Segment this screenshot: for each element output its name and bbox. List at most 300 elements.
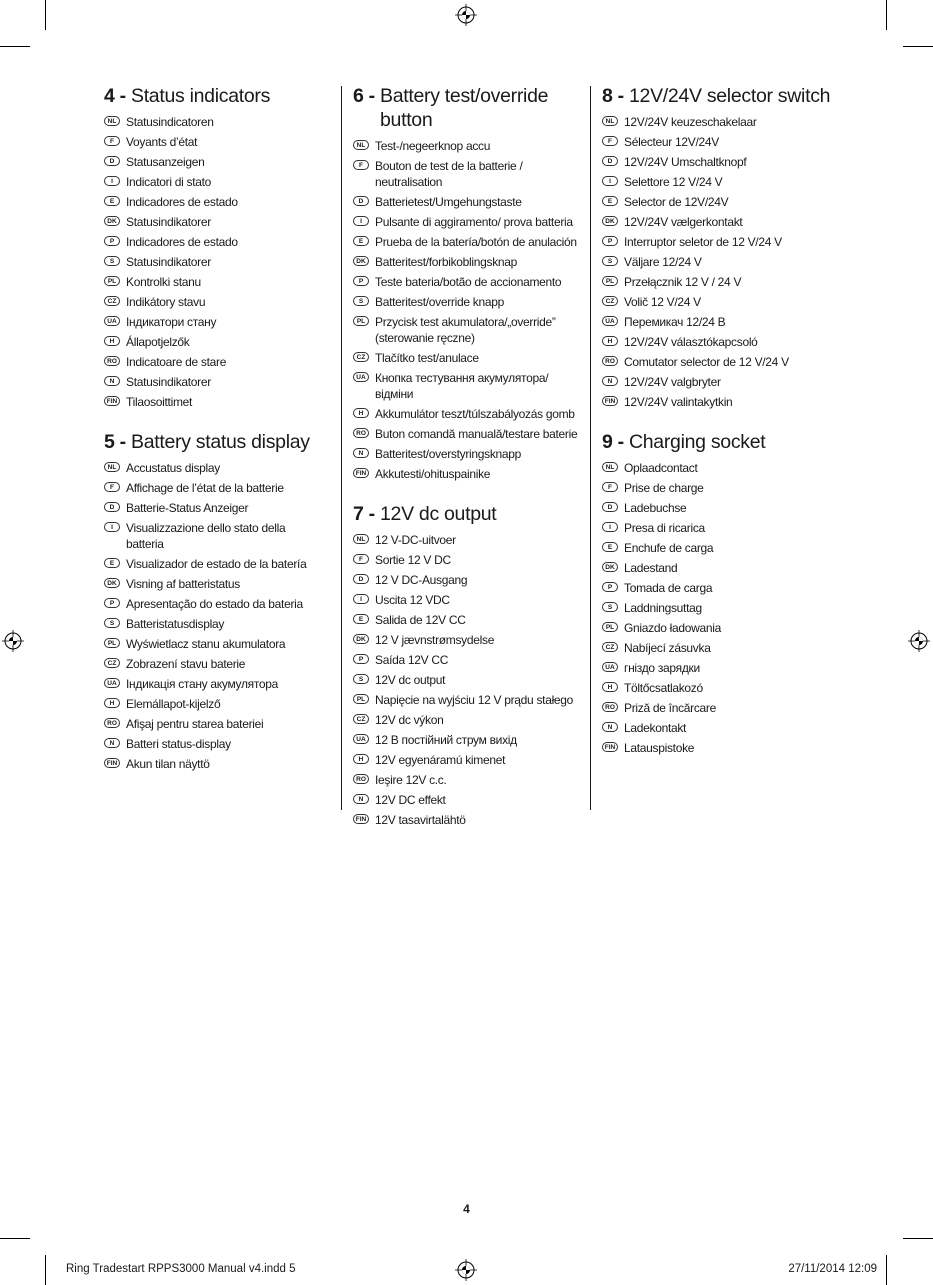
language-code-icon: S — [353, 296, 369, 306]
item-text: Affichage de l’état de la batterie — [126, 481, 284, 495]
section-heading — [602, 430, 842, 454]
item-text: Batteristatusdisplay — [126, 617, 225, 631]
item-text: Buton comandă manuală/testare baterie — [375, 427, 578, 441]
list-item — [353, 466, 583, 482]
item-text: Batteritest/forbikoblingsknap — [375, 255, 518, 269]
language-code-icon: FIN — [353, 814, 369, 824]
item-text: Napięcie na wyjściu 12 V prądu stałego — [375, 693, 574, 707]
list-item — [602, 154, 842, 170]
list-item — [353, 446, 583, 462]
item-text: Ladekontakt — [624, 721, 687, 735]
section-title: 12V dc output — [379, 503, 497, 525]
list-item — [104, 480, 324, 496]
language-code-icon: CZ — [602, 296, 618, 306]
language-code-icon: RO — [602, 356, 618, 366]
language-code-icon: P — [104, 236, 120, 246]
item-text: Oplaadcontact — [624, 461, 698, 475]
item-text: Comutator selector de 12 V/24 V — [624, 355, 789, 369]
item-text: Batteritest/override knapp — [375, 295, 504, 309]
list-item — [353, 812, 583, 828]
list-item — [104, 616, 324, 632]
list-item — [353, 274, 583, 290]
language-code-icon: S — [104, 256, 120, 266]
item-text: Перемикач 12/24 В — [624, 315, 726, 329]
list-item — [602, 114, 842, 130]
list-item — [104, 134, 324, 150]
item-text: Tilaosoittimet — [126, 395, 193, 409]
list-item — [104, 676, 324, 692]
list-item — [104, 636, 324, 652]
section — [353, 84, 583, 482]
language-code-icon: N — [602, 722, 618, 732]
list-item — [104, 716, 324, 732]
language-code-icon: D — [602, 156, 618, 166]
language-code-icon: I — [353, 216, 369, 226]
language-code-icon: DK — [353, 256, 369, 266]
list-item — [104, 294, 324, 310]
item-text: Індикатори стану — [126, 315, 217, 329]
crop-mark — [45, 0, 46, 30]
list-item — [353, 194, 583, 210]
language-code-icon: UA — [104, 316, 120, 326]
language-code-icon: FIN — [104, 758, 120, 768]
column-1 — [104, 84, 324, 776]
item-text: Ieşire 12V c.c. — [375, 773, 447, 787]
item-text: Laddningsuttag — [624, 601, 702, 615]
section-title: Battery test/override button — [379, 85, 549, 131]
language-code-icon: S — [602, 602, 618, 612]
language-code-icon: CZ — [104, 296, 120, 306]
section-title: Battery status display — [130, 431, 310, 453]
language-code-icon: NL — [602, 116, 618, 126]
list-item — [602, 334, 842, 350]
item-text: Indicatori di stato — [126, 175, 212, 189]
item-text: Salida de 12V CC — [375, 613, 466, 627]
language-code-icon: FIN — [353, 468, 369, 478]
list-item — [353, 572, 583, 588]
item-text: 12V egyenáramú kimenet — [375, 753, 506, 767]
item-text: Presa di ricarica — [624, 521, 705, 535]
language-code-icon: H — [104, 698, 120, 708]
item-text: Állapotjelzők — [126, 335, 190, 349]
item-text: Prise de charge — [624, 481, 704, 495]
language-code-icon: I — [104, 522, 120, 532]
language-code-icon: CZ — [602, 642, 618, 652]
list-item — [353, 712, 583, 728]
list-item — [104, 214, 324, 230]
item-text: Sortie 12 V DC — [375, 553, 451, 567]
column-divider — [341, 86, 342, 810]
list-item — [353, 314, 583, 346]
item-text: Töltőcsatlakozó — [624, 681, 703, 695]
language-code-icon: NL — [104, 462, 120, 472]
language-code-icon: D — [602, 502, 618, 512]
language-code-icon: S — [104, 618, 120, 628]
language-code-icon: P — [602, 236, 618, 246]
item-text: Przełącznik 12 V / 24 V — [624, 275, 742, 289]
language-code-icon: H — [104, 336, 120, 346]
language-code-icon: RO — [602, 702, 618, 712]
section-heading — [353, 84, 583, 132]
language-code-icon: PL — [104, 276, 120, 286]
item-text: Apresentação do estado da bateria — [126, 597, 303, 611]
language-code-icon: RO — [353, 428, 369, 438]
item-text: Batteri status-display — [126, 737, 231, 751]
item-text: Sélecteur 12V/24V — [624, 135, 719, 149]
list-item — [353, 214, 583, 230]
section-title: Status indicators — [130, 85, 271, 107]
language-code-icon: D — [104, 502, 120, 512]
item-text: Saída 12V CC — [375, 653, 449, 667]
section — [104, 84, 324, 410]
list-item — [602, 374, 842, 390]
list-item — [104, 314, 324, 330]
item-text: Gniazdo ładowania — [624, 621, 721, 635]
crop-mark — [45, 1255, 46, 1285]
item-text: 12V/24V keuzeschakelaar — [624, 115, 757, 129]
language-code-icon: E — [602, 542, 618, 552]
list-item — [104, 234, 324, 250]
item-text: 12 V jævnstrømsydelse — [375, 633, 495, 647]
item-text: Teste bateria/botão de accionamento — [375, 275, 562, 289]
language-code-icon: N — [353, 794, 369, 804]
language-code-icon: H — [353, 408, 369, 418]
item-text: 12V DC effekt — [375, 793, 446, 807]
item-text: Ladebuchse — [624, 501, 687, 515]
list-item — [353, 592, 583, 608]
list-item — [104, 374, 324, 390]
item-text: 12V/24V vælgerkontakt — [624, 215, 743, 229]
language-code-icon: UA — [104, 678, 120, 688]
crop-mark — [886, 0, 887, 30]
section-heading — [602, 84, 842, 108]
language-code-icon: CZ — [104, 658, 120, 668]
item-text: Statusindicatoren — [126, 115, 214, 129]
list-item — [602, 560, 842, 576]
list-item — [602, 580, 842, 596]
list-item — [104, 194, 324, 210]
item-text: Uscita 12 VDC — [375, 593, 450, 607]
item-text: Кнопка тестування акумулятора/ відміни — [375, 371, 549, 401]
list-item — [602, 254, 842, 270]
item-text: Test-/negeerknop accu — [375, 139, 491, 153]
item-text: Elemállapot-kijelző — [126, 697, 221, 711]
language-code-icon: F — [353, 554, 369, 564]
item-text: Visualizador de estado de la batería — [126, 557, 307, 571]
language-code-icon: PL — [602, 276, 618, 286]
list-item — [104, 274, 324, 290]
list-item — [104, 460, 324, 476]
registration-mark-icon — [455, 4, 477, 26]
list-item — [602, 680, 842, 696]
language-code-icon: RO — [353, 774, 369, 784]
item-text: Індикація стану акумулятора — [126, 677, 279, 691]
language-code-icon: H — [602, 682, 618, 692]
list-item — [353, 612, 583, 628]
language-code-icon: E — [602, 196, 618, 206]
language-code-icon: I — [104, 176, 120, 186]
list-item — [602, 700, 842, 716]
item-text: гніздо зарядки — [624, 661, 700, 675]
list-item — [602, 620, 842, 636]
item-text: Voyants d’état — [126, 135, 198, 149]
item-text: 12V tasavirtalähtö — [375, 813, 466, 827]
item-text: 12 V-DC-uitvoer — [375, 533, 456, 547]
language-code-icon: S — [602, 256, 618, 266]
language-code-icon: N — [602, 376, 618, 386]
list-item — [353, 234, 583, 250]
language-code-icon: P — [602, 582, 618, 592]
item-text: Indikátory stavu — [126, 295, 206, 309]
item-text: Interruptor seletor de 12 V/24 V — [624, 235, 782, 249]
item-text: Latauspistoke — [624, 741, 695, 755]
item-text: Selector de 12V/24V — [624, 195, 729, 209]
list-item — [353, 672, 583, 688]
language-code-icon: N — [353, 448, 369, 458]
item-text: Akun tilan näyttö — [126, 757, 210, 771]
language-code-icon: CZ — [353, 352, 369, 362]
language-code-icon: I — [602, 522, 618, 532]
language-code-icon: PL — [602, 622, 618, 632]
item-text: Akkutesti/ohituspainike — [375, 467, 491, 481]
crop-mark — [0, 1238, 30, 1239]
item-text: Enchufe de carga — [624, 541, 714, 555]
list-item — [104, 576, 324, 592]
list-item — [353, 732, 583, 748]
item-text: Batteritest/overstyringsknapp — [375, 447, 522, 461]
list-item — [353, 406, 583, 422]
list-item — [104, 656, 324, 672]
language-code-icon: UA — [602, 662, 618, 672]
crop-mark — [903, 46, 933, 47]
list-item — [353, 532, 583, 548]
list-item — [602, 274, 842, 290]
item-text: Indicadores de estado — [126, 235, 238, 249]
language-code-icon: DK — [353, 634, 369, 644]
item-text: Visning af batteristatus — [126, 577, 240, 591]
section-title: 12V/24V selector switch — [628, 85, 831, 107]
language-code-icon: I — [602, 176, 618, 186]
item-text: Przycisk test akumulatora/„override” (sterowanie ręczne) — [375, 315, 556, 345]
item-text: 12V/24V választókapcsoló — [624, 335, 758, 349]
language-code-icon: DK — [602, 216, 618, 226]
list-item — [602, 354, 842, 370]
list-item — [104, 596, 324, 612]
item-text: 12V dc výkon — [375, 713, 444, 727]
language-code-icon: DK — [104, 216, 120, 226]
item-text: Ladestand — [624, 561, 678, 575]
item-text: Zobrazení stavu baterie — [126, 657, 246, 671]
item-text: Nabíjecí zásuvka — [624, 641, 711, 655]
language-code-icon: E — [104, 558, 120, 568]
language-code-icon: NL — [353, 140, 369, 150]
item-text: Priză de încărcare — [624, 701, 716, 715]
list-item — [602, 194, 842, 210]
list-item — [104, 696, 324, 712]
list-item — [104, 394, 324, 410]
list-item — [602, 500, 842, 516]
item-text: Batterie-Status Anzeiger — [126, 501, 249, 515]
language-code-icon: NL — [353, 534, 369, 544]
language-code-icon: CZ — [353, 714, 369, 724]
language-code-icon: FIN — [602, 396, 618, 406]
list-item — [602, 134, 842, 150]
item-text: Volič 12 V/24 V — [624, 295, 701, 309]
item-text: Pulsante di aggiramento/ prova batteria — [375, 215, 573, 229]
list-item — [602, 480, 842, 496]
language-code-icon: F — [353, 160, 369, 170]
item-text: Bouton de test de la batterie / neutralisation — [375, 159, 523, 189]
list-item — [104, 174, 324, 190]
list-item — [353, 752, 583, 768]
list-item — [353, 158, 583, 190]
language-code-icon: P — [353, 654, 369, 664]
list-item — [602, 460, 842, 476]
list-item — [353, 652, 583, 668]
language-code-icon: N — [104, 738, 120, 748]
section-number: 7 - — [353, 503, 380, 525]
language-code-icon: F — [602, 136, 618, 146]
language-code-icon: UA — [353, 734, 369, 744]
item-text: Statusindikatorer — [126, 215, 211, 229]
item-text: 12V/24V Umschaltknopf — [624, 155, 747, 169]
list-item — [353, 632, 583, 648]
language-code-icon: UA — [353, 372, 369, 382]
language-code-icon: E — [353, 614, 369, 624]
list-item — [602, 234, 842, 250]
list-item — [602, 174, 842, 190]
language-code-icon: D — [353, 196, 369, 206]
list-item — [602, 314, 842, 330]
list-item — [353, 772, 583, 788]
language-code-icon: FIN — [104, 396, 120, 406]
item-text: Tomada de carga — [624, 581, 713, 595]
language-code-icon: F — [104, 136, 120, 146]
list-item — [104, 520, 324, 552]
item-text: 12 В постійний струм вихід — [375, 733, 517, 747]
section-number: 5 - — [104, 431, 131, 453]
list-item — [104, 354, 324, 370]
section-heading — [353, 502, 583, 526]
item-text: Statusindikatorer — [126, 375, 211, 389]
item-text: 12V/24V valgbryter — [624, 375, 721, 389]
crop-mark — [0, 46, 30, 47]
list-item — [602, 540, 842, 556]
column-divider — [590, 86, 591, 810]
list-item — [602, 600, 842, 616]
language-code-icon: NL — [104, 116, 120, 126]
language-code-icon: DK — [104, 578, 120, 588]
date-slug: 27/11/2014 12:09 — [788, 1263, 877, 1275]
item-text: Akkumulátor teszt/túlszabályozás gomb — [375, 407, 575, 421]
language-code-icon: PL — [353, 694, 369, 704]
language-code-icon: NL — [602, 462, 618, 472]
item-text: Batterietest/Umgehungstaste — [375, 195, 522, 209]
list-item — [353, 792, 583, 808]
section — [602, 84, 842, 410]
language-code-icon: F — [104, 482, 120, 492]
list-item — [602, 214, 842, 230]
list-item — [104, 556, 324, 572]
list-item — [353, 370, 583, 402]
item-text: 12V dc output — [375, 673, 446, 687]
list-item — [602, 394, 842, 410]
list-item — [104, 254, 324, 270]
column-3 — [602, 84, 842, 760]
list-item — [104, 736, 324, 752]
language-code-icon: D — [104, 156, 120, 166]
item-text: 12V/24V valintakytkin — [624, 395, 733, 409]
list-item — [602, 640, 842, 656]
list-item — [602, 660, 842, 676]
page-number: 4 — [463, 1202, 470, 1216]
language-code-icon: D — [353, 574, 369, 584]
language-code-icon: P — [353, 276, 369, 286]
language-code-icon: H — [602, 336, 618, 346]
language-code-icon: PL — [353, 316, 369, 326]
item-text: Wyświetlacz stanu akumulatora — [126, 637, 286, 651]
registration-mark-icon — [2, 630, 24, 652]
item-text: Indicatoare de stare — [126, 355, 227, 369]
item-text: Kontrolki stanu — [126, 275, 201, 289]
crop-mark — [886, 1255, 887, 1285]
list-item — [602, 294, 842, 310]
list-item — [353, 552, 583, 568]
item-text: Prueba de la batería/botón de anulación — [375, 235, 577, 249]
list-item — [104, 154, 324, 170]
language-code-icon: P — [104, 598, 120, 608]
section-number: 9 - — [602, 431, 629, 453]
list-item — [353, 426, 583, 442]
list-item — [104, 334, 324, 350]
section — [602, 430, 842, 756]
item-text: Accustatus display — [126, 461, 220, 475]
language-code-icon: RO — [104, 356, 120, 366]
item-text: Visualizzazione dello stato della batteria — [126, 521, 286, 551]
item-text: Indicadores de estado — [126, 195, 238, 209]
language-code-icon: RO — [104, 718, 120, 728]
section-number: 8 - — [602, 85, 629, 107]
crop-mark — [903, 1238, 933, 1239]
list-item — [602, 720, 842, 736]
language-code-icon: E — [104, 196, 120, 206]
section-title: Charging socket — [628, 431, 766, 453]
list-item — [353, 254, 583, 270]
item-text: Statusindikatorer — [126, 255, 211, 269]
section-number: 6 - — [353, 85, 380, 107]
item-text: Tlačítko test/anulace — [375, 351, 479, 365]
list-item — [602, 520, 842, 536]
item-text: Selettore 12 V/24 V — [624, 175, 723, 189]
language-code-icon: H — [353, 754, 369, 764]
language-code-icon: S — [353, 674, 369, 684]
item-text: 12 V DC-Ausgang — [375, 573, 468, 587]
section-heading — [104, 430, 324, 454]
language-code-icon: UA — [602, 316, 618, 326]
section-heading — [104, 84, 324, 108]
item-text: Afişaj pentru starea bateriei — [126, 717, 264, 731]
list-item — [353, 692, 583, 708]
section — [353, 502, 583, 828]
item-text: Väljare 12/24 V — [624, 255, 702, 269]
language-code-icon: FIN — [602, 742, 618, 752]
list-item — [353, 138, 583, 154]
registration-mark-icon — [455, 1259, 477, 1281]
section-number: 4 - — [104, 85, 131, 107]
file-slug: Ring Tradestart RPPS3000 Manual v4.indd 5 — [66, 1263, 296, 1275]
language-code-icon: PL — [104, 638, 120, 648]
language-code-icon: DK — [602, 562, 618, 572]
